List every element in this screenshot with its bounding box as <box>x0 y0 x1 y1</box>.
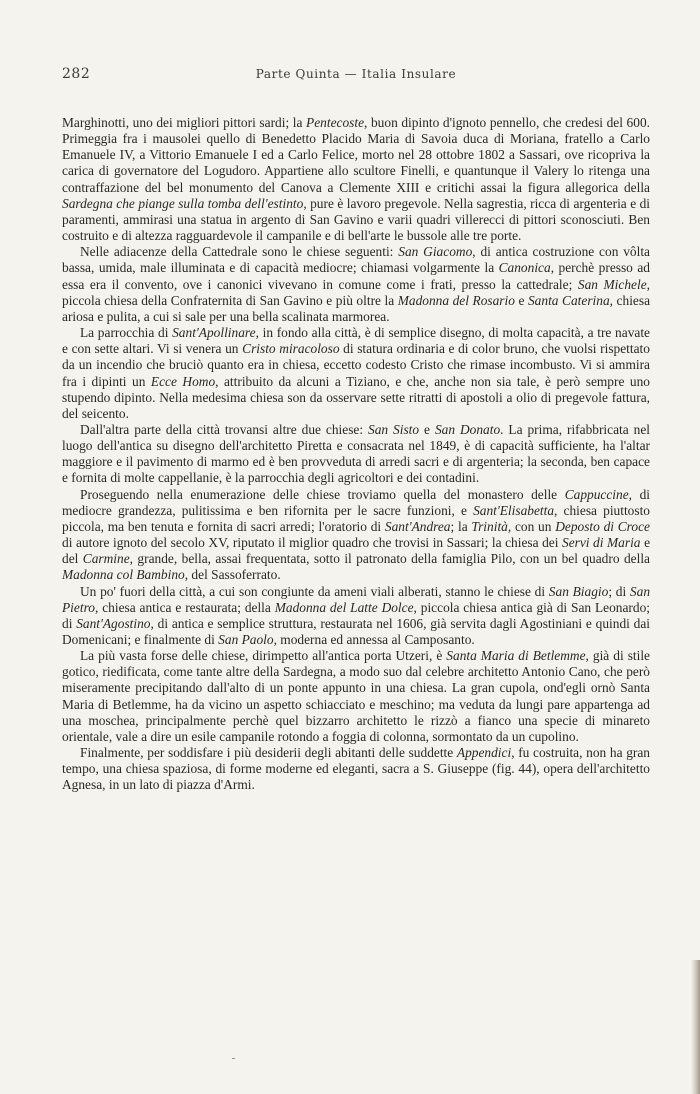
paragraph <box>62 115 650 244</box>
italic-title: Pentecoste <box>306 115 365 130</box>
text-run: , pure è lavoro pregevole. Nella sagrestia, ricca di argenteria e di paramenti, ammirasi una statua in argento di San Gavino e varii quadri villerecci di pittori sconosciuti. Ben costruito e di altezza ragguardevole il campanile e di bell'arte le bussole alle tre porte. <box>62 195 651 244</box>
text-run: , moderna ed annessa al Camposanto. <box>273 632 475 647</box>
italic-title: Canonica <box>498 260 551 276</box>
body-text <box>62 115 650 794</box>
text-run: , con un <box>507 518 556 534</box>
italic-title: Cappuccine <box>564 486 629 502</box>
italic-title: Trinità <box>471 518 508 534</box>
running-head: Parte Quinta — Italia Insulare <box>255 67 457 81</box>
text-run: La più vasta forse delle chiese, dirimpetto all'antica porta Utzeri, è <box>80 648 447 664</box>
paragraph <box>62 584 650 649</box>
text-run: , buon dipinto d'ignoto pennello, che credesi del 600. Primeggia fra i mausolei quello di Benedetto Placido Maria di Savoia duca di Moriana, fratello a Carlo Emanuele IV, a Vittorio Emanuele I ed a Carlo Felice, morto nel 28 ottobre 1802 a Sassari, ove ricopriva la carica di governatore del Logudoro. Appartiene allo scultore Finelli, e quantunque il Valery lo ritenga una contraffazione del bel monumento del Canova a Clemente XIII e critichi assai la figura allegorica della <box>62 115 650 195</box>
text-run: , piccola chiesa antica già di San Leonardo; di <box>62 599 650 631</box>
italic-title: San Pietro <box>62 583 651 615</box>
paragraph <box>62 487 650 584</box>
italic-title: Madonna del Rosario <box>397 292 515 308</box>
italic-title: Sant'Elisabetta <box>473 502 555 518</box>
text-run: . La prima, rifabbricata nel luogo dell'antica su disegno dell'architetto Piretta e consacrata nel 1849, è di capacità sufficiente, ha l'altar maggiore e il pavimento di marmo ed è ben provveduta di arredi sacri e di argenteria; la seconda, ben capace e fornita di molte cappellanie, è la parrocchia degli agricoltori e dei contadini. <box>62 421 651 486</box>
italic-title: San Michele <box>577 276 647 292</box>
paragraph <box>62 325 650 422</box>
text-run: , di antica e semplice struttura, restaurata nel 1606, già servita dagli Agostiniani e quindi dai Domenicani; e finalmente di <box>62 615 650 647</box>
italic-title: San Sisto <box>368 421 420 437</box>
text-run: , in fondo alla città, è di semplice disegno, di molta capacità, a tre navate e con sette altari. Vi si venera un <box>62 325 650 357</box>
ink-speck <box>232 1058 235 1059</box>
italic-title: Madonna del Latte Dolce <box>274 599 414 615</box>
italic-title: Sant'Andrea <box>384 518 451 534</box>
italic-title: Sant'Agostino <box>76 615 151 631</box>
text-run: , chiesa piuttosto piccola, ma ben tenuta e fornita di sacri arredi; l'oratorio di <box>62 502 651 534</box>
italic-title: Servi di Maria <box>562 535 641 551</box>
paragraph <box>62 422 650 487</box>
paragraph <box>62 745 650 793</box>
text-run: e <box>514 292 528 308</box>
text-run: Marghinotti, uno dei migliori pittori sardi; la <box>62 115 307 130</box>
text-run: Un po' fuori della città, a cui son congiunte da ameni viali alberati, stanno le chiese di <box>80 583 549 599</box>
text-run: e <box>419 421 435 437</box>
text-run: , piccola chiesa della Confraternita di San Gavino e più oltre la <box>62 276 651 308</box>
text-run: , già di stile gotico, riedificata, come tante altre della Sardegna, a modo suo dal celebre architetto Antonio Cano, che però miseramente precipitando dall'alto di un ponte appunto in una chiesa. La gran cupola, ond'egli ornò Santa Maria di Betlemme, ha da vicino un aspetto schiacciato e meschino; ma veduta da lungi pare appartenga ad una moschea, principalmente perchè quel bizzarro architetto le rizzò a fianco una specie di minareto orientale, vale a dire un esile campanile rotondo a foggia di colonna, sormontato da un cupolino. <box>62 648 651 744</box>
text-run: , attribuito da alcuni a Tiziano, e che, anche non sia tale, è però sempre uno stupendo dipinto. Nella medesima chiesa son da osservare sette ritratti di apostoli a olio di pregevole fattura, del seicento. <box>62 373 650 421</box>
text-run: , del Sassoferrato. <box>184 567 281 583</box>
italic-title: Santa Caterina <box>527 292 610 308</box>
italic-title: San Giacomo <box>398 244 473 260</box>
text-run: , chiesa ariosa e pulita, a cui si sale per una bella scalinata marmorea. <box>62 292 651 324</box>
text-run: , di mediocre grandezza, pulitissima e ben rifornita per le sacre funzioni, e <box>62 486 650 518</box>
italic-title: Madonna col Bambino <box>62 567 185 583</box>
text-run: , di antica costruzione con vôlta bassa, umida, male illuminata e di capacità mediocre; chiamasi volgarmente la <box>62 244 650 276</box>
italic-title: Ecce Homo <box>150 373 216 389</box>
paragraph <box>62 648 650 745</box>
text-run: di autore ignoto del secolo XV, riputato il miglior quadro che trovisi in Sassari; la chiesa dei <box>62 535 562 551</box>
text-run: , fu costruita, non ha gran tempo, una chiesa spaziosa, di forme moderne ed eleganti, sacra a S. Giuseppe (fig. 44), opera dell'architetto Agnesa, in un lato di piazza d'Armi. <box>62 745 650 793</box>
italic-title: Appendici <box>456 745 512 761</box>
text-run: , perchè presso ad essa era il convento, ove i canonici vivevano in comune come i frati, presso la cattedrale; <box>62 260 650 292</box>
page-header <box>62 66 650 84</box>
italic-title: Carmine <box>82 551 130 567</box>
text-run: ; di <box>608 583 630 599</box>
text-run: Dall'altra parte della città trovansi altre due chiese: <box>80 421 369 437</box>
italic-title: Cristo miracoloso <box>242 341 340 357</box>
text-run: , chiesa antica e restaurata; della <box>94 599 275 615</box>
text-run: La parrocchia di <box>80 325 173 341</box>
text-run: Nelle adiacenze della Cattedrale sono le chiese seguenti: <box>80 244 399 260</box>
text-run: e del <box>62 535 651 567</box>
text-run: Proseguendo nella enumerazione delle chiese troviamo quella del monastero delle <box>80 486 565 502</box>
text-run: di statura ordinaria e di color bruno, che vuolsi rispettato da un incendio che bruciò quanto era in chiesa, eccetto codesto Cristo che rimase incombusto. Vi si ammira fra i dipinti un <box>62 341 650 389</box>
page-edge-shadow <box>691 960 700 1094</box>
text-run: ; la <box>450 518 472 534</box>
page-number: 282 <box>62 66 91 82</box>
italic-title: Deposto di Croce <box>555 518 650 534</box>
text-run: , grande, bella, assai frequentata, sotto il patronato della famiglia Pilo, con un bel quadro della <box>129 551 650 567</box>
italic-title: San Donato <box>434 421 501 437</box>
text-run: Finalmente, per soddisfare i più desiderii degli abitanti delle suddette <box>80 745 457 761</box>
italic-title: Sardegna che piange sulla tomba dell'estinto <box>62 195 304 211</box>
italic-title: Santa Maria di Betlemme <box>446 648 586 664</box>
italic-title: San Paolo <box>218 632 274 647</box>
italic-title: Sant'Apollinare <box>172 325 256 341</box>
paragraph <box>62 244 650 325</box>
italic-title: San Biagio <box>548 583 609 599</box>
